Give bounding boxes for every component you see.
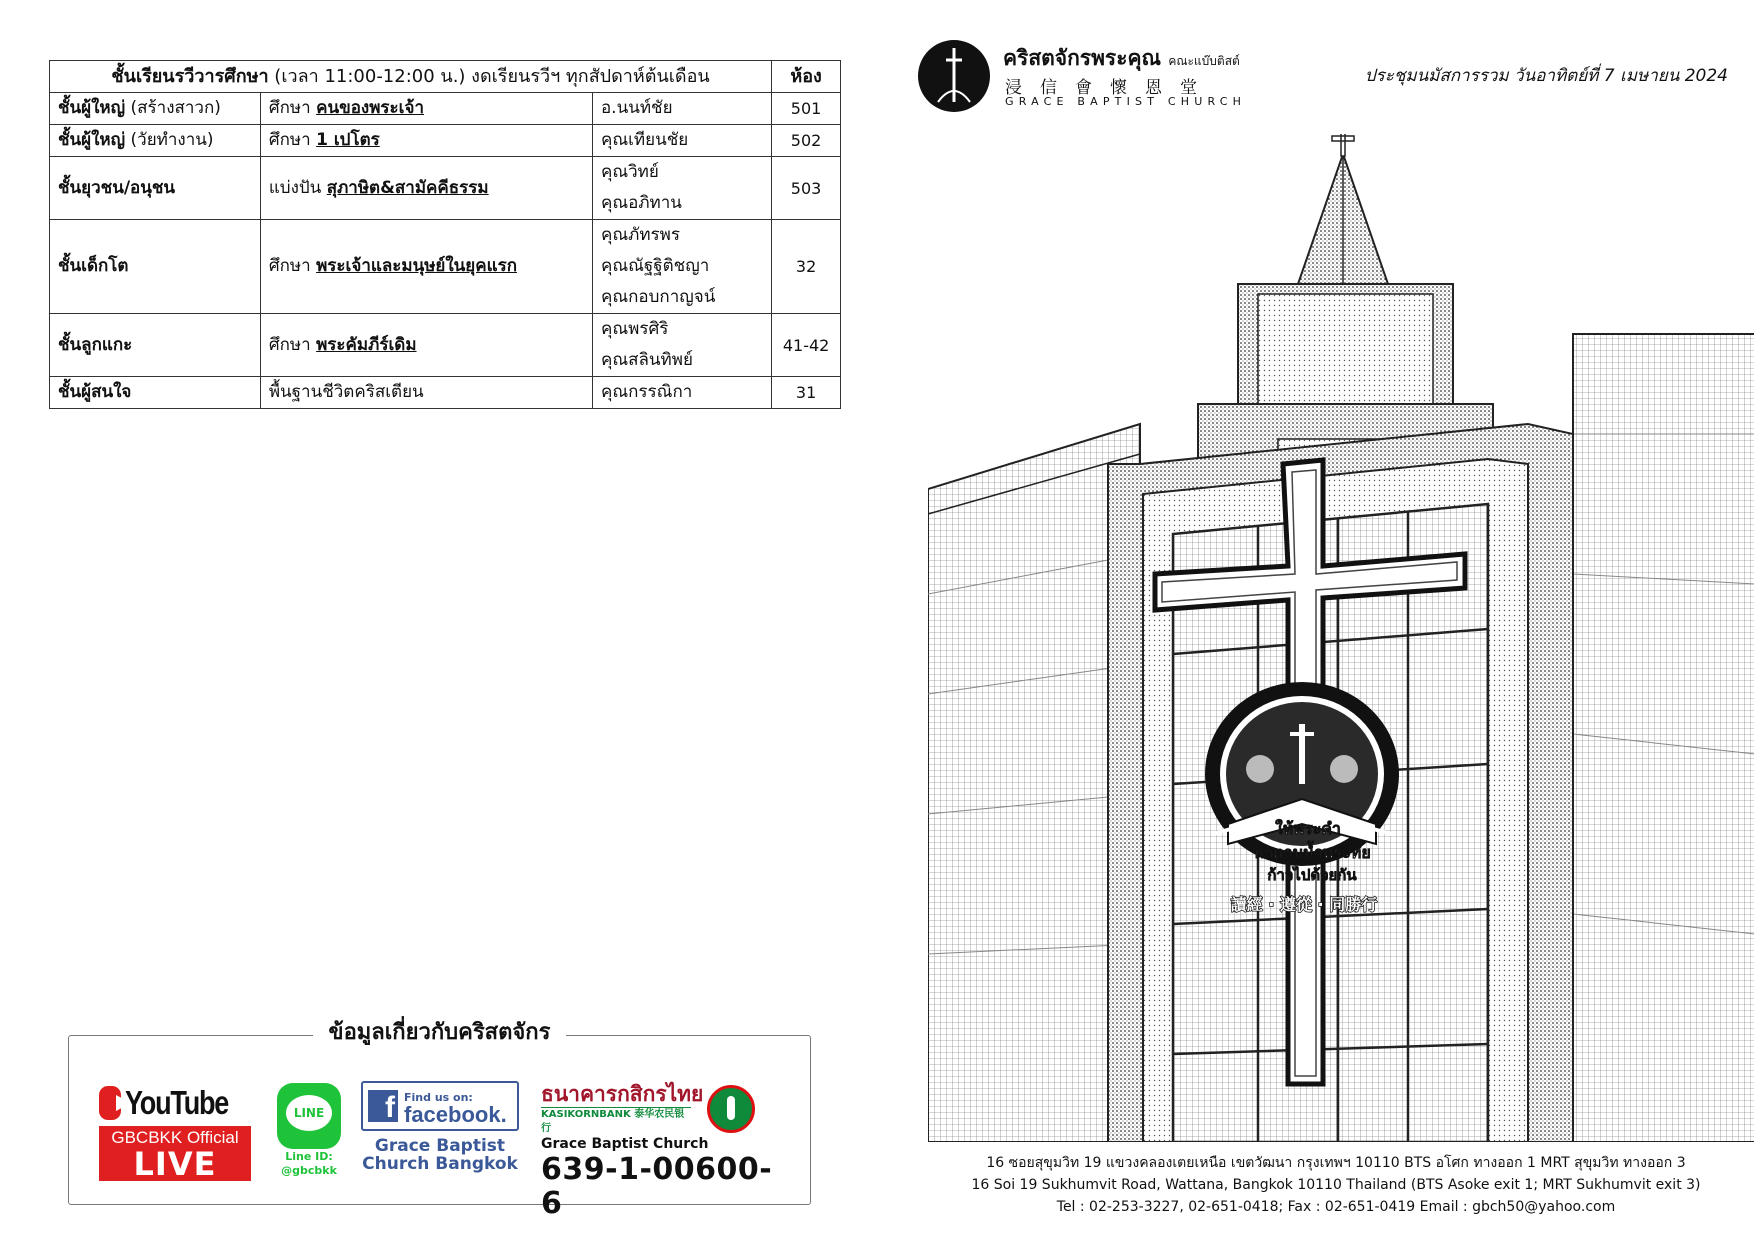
- class-room: 31: [772, 377, 841, 409]
- bank-info: [541, 1081, 781, 1221]
- line-icon: [277, 1083, 341, 1149]
- table-row: [50, 220, 841, 314]
- class-name: ชั้นผู้สนใจ: [50, 377, 261, 409]
- class-topic: ศึกษา 1 เปโตร: [260, 125, 592, 157]
- emblem-text-3: ก้าวไปด้วยกัน: [1267, 866, 1357, 884]
- church-name-thai: คริสตจักรพระคุณ คณะแบ๊บติสต์: [1003, 46, 1240, 70]
- class-name: ชั้นผู้ใหญ่ (วัยทำงาน): [50, 125, 261, 157]
- facebook-find: Find us on:: [404, 1091, 473, 1104]
- church-cross-logo-icon: [918, 40, 990, 112]
- facebook-logo-box: [361, 1081, 519, 1131]
- class-name: ชั้นลูกแกะ: [50, 314, 261, 377]
- bank-name-eng: KASIKORNBANK 泰华农民银行: [541, 1107, 691, 1136]
- class-room: 501: [772, 93, 841, 125]
- youtube-live-box: [99, 1126, 251, 1181]
- line-badge[interactable]: [272, 1083, 346, 1177]
- contact-line: Tel : 02-253-3227, 02-651-0418; Fax : 02-651-0419 Email : gbch50@yahoo.com: [1056, 1199, 1616, 1215]
- class-topic: แบ่งปัน สุภาษิต&สามัคคีธรรม: [260, 157, 592, 220]
- table-row: [50, 314, 841, 377]
- bank-name-thai: ธนาคารกสิกรไทย: [541, 1082, 704, 1106]
- youtube-channel: GBCBKK Official: [111, 1128, 239, 1147]
- table-row: [50, 125, 841, 157]
- class-teacher: คุณวิทย์ คุณอภิทาน: [592, 157, 771, 220]
- bank-account-number: 639-1-00600-6: [541, 1152, 773, 1221]
- church-name-english: GRACE BAPTIST CHURCH: [1005, 95, 1247, 108]
- class-room: 32: [772, 220, 841, 314]
- line-brand: LINE: [286, 1095, 332, 1131]
- table-row: [50, 377, 841, 409]
- address-english: 16 Soi 19 Sukhumvit Road, Wattana, Bangkok 10110 Thailand (BTS Asoke exit 1; MRT Sukhumvit exit 3): [971, 1177, 1701, 1193]
- class-room: 503: [772, 157, 841, 220]
- youtube-logo: [99, 1083, 251, 1123]
- class-teacher: อ.นนท์ชัย: [592, 93, 771, 125]
- church-info-box: [68, 1020, 811, 1221]
- class-topic: ศึกษา พระเจ้าและมนุษย์ในยุคแรก: [260, 220, 592, 314]
- facebook-badge[interactable]: [361, 1081, 519, 1173]
- info-title: ข้อมูลเกี่ยวกับคริสตจักร: [69, 1014, 810, 1049]
- class-topic: ศึกษา พระคัมภีร์เดิม: [260, 314, 592, 377]
- class-teacher: คุณพรศิริ คุณสลินทิพย์: [592, 314, 771, 377]
- facebook-icon: f: [368, 1090, 398, 1122]
- church-name-chinese: 浸信會懷恩堂: [1005, 78, 1215, 98]
- class-room: 502: [772, 125, 841, 157]
- bank-account-name: Grace Baptist Church: [541, 1136, 709, 1152]
- youtube-badge[interactable]: [99, 1083, 251, 1181]
- church-building-illustration: [928, 134, 1754, 1142]
- emblem-text-1: ให้พระคำ: [1275, 819, 1341, 838]
- class-topic: พื้นฐานชีวิตคริสเตียน: [260, 377, 592, 409]
- class-name: ชั้นเด็กโต: [50, 220, 261, 314]
- schedule-title: ชั้นเรียนรวีวารศึกษา (เวลา 11:00-12:00 น.) งดเรียนรวีฯ ทุกสัปดาห์ต้นเดือน: [50, 61, 772, 93]
- table-row: [50, 157, 841, 220]
- facebook-page-name: Grace Baptist Church Bangkok: [362, 1136, 518, 1174]
- play-icon: [99, 1086, 121, 1120]
- class-name: ชั้นผู้ใหญ่ (สร้างสาวก): [50, 93, 261, 125]
- footer-address: [918, 1152, 1754, 1218]
- class-room: 41-42: [772, 314, 841, 377]
- class-teacher: คุณเทียนชัย: [592, 125, 771, 157]
- class-teacher: คุณภัทรพร คุณณัฐฐิติชญา คุณกอบกาญจน์: [592, 220, 771, 314]
- line-id: @gbcbkk: [281, 1164, 337, 1177]
- youtube-live: LIVE: [133, 1145, 217, 1183]
- class-name: ชั้นยุวชน/อนุชน: [50, 157, 261, 220]
- table-row: [50, 93, 841, 125]
- line-id-label: Line ID:: [285, 1150, 333, 1163]
- emblem-chinese: 讀經 · 遵從 · 同勝行: [1230, 895, 1378, 914]
- class-topic: ศึกษา คนของพระเจ้า: [260, 93, 592, 125]
- address-thai: 16 ซอยสุขุมวิท 19 แขวงคลองเตยเหนือ เขตวัฒนา กรุงเทพฯ 10110 BTS อโศก ทางออก 1 MRT สุขุมวิท ทางออก 3: [986, 1155, 1686, 1171]
- emblem-text-2: นำตามน้ำพระทัย: [1253, 843, 1371, 862]
- table-header-row: [50, 61, 841, 93]
- service-date: ประชุมนมัสการรวม วันอาทิตย์ที่ 7 เมษายน 2024: [1364, 66, 1728, 86]
- youtube-brand: YouTube: [125, 1084, 229, 1121]
- class-schedule-table: [49, 60, 841, 409]
- class-teacher: คุณกรรณิกา: [592, 377, 771, 409]
- facebook-brand: facebook.: [404, 1102, 507, 1127]
- kbank-logo-icon: [707, 1085, 755, 1133]
- room-header: ห้อง: [772, 61, 841, 93]
